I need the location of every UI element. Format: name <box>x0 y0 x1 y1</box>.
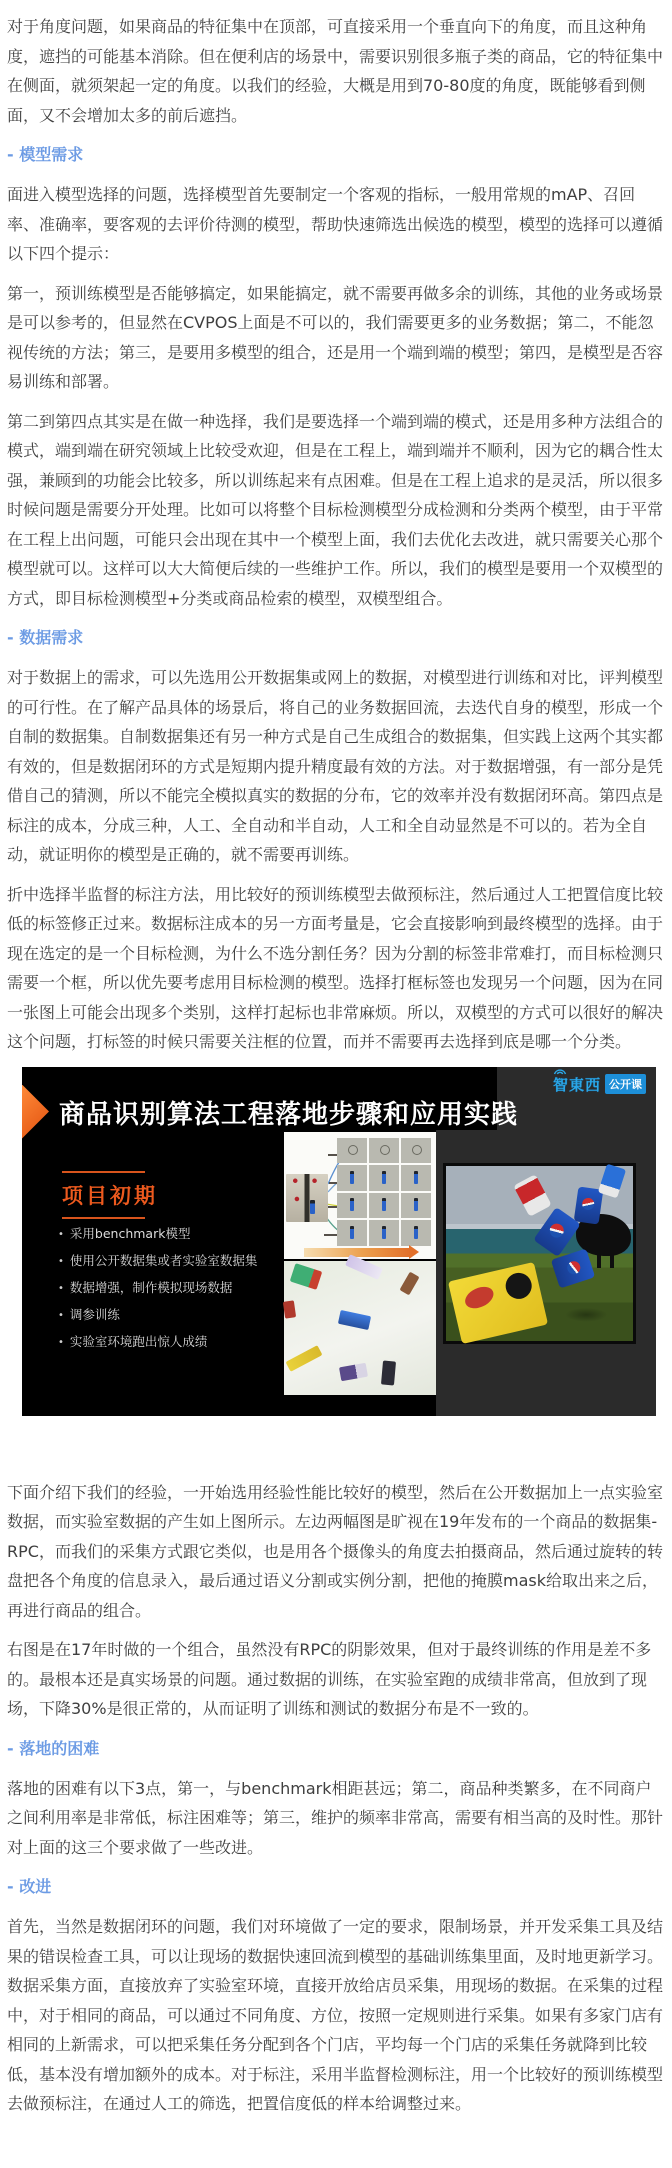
bullet-item: • 数据增强，制作模拟现场数据 <box>58 1281 257 1297</box>
blue-can <box>598 1163 626 1198</box>
article-paragraph: 对于角度问题，如果商品的特征集中在顶部，可直接采用一个垂直向下的角度，而且这种角度，遮挡的可能基本消除。但在便利店的场景中，需要识别很多瓶子类的商品，它的特征集中在侧面，就须架起一定的角度。以我们的经验，大概是用到70-80度的角度，既能够看到侧面，又不会增加太多的前后遮挡。 <box>7 17 664 125</box>
product-box <box>286 1345 323 1372</box>
wifi-icon <box>553 1067 567 1075</box>
slide-title: 商品识别算法工程落地步骤和应用实践 <box>59 1099 519 1130</box>
project-phase-block <box>62 1171 158 1219</box>
bullet-list <box>58 1227 257 1362</box>
product-box <box>399 1271 419 1295</box>
product-box <box>381 1360 396 1385</box>
title-arrow-icon <box>22 1085 49 1139</box>
zhidx-logo <box>553 1074 646 1095</box>
article-paragraph: 首先，当然是数据闭环的问题，我们对环境做了一定的要求，限制场景，并开发采集工具及结果的错误检查工具，可以让现场的数据快速回流到模型的基础训练集里面，及时地更新学习。数据采集方面，直接放弃了实验室环境，直接开放给店员采集，用现场的数据。在采集的过程中，对于相同的商品，可以通过不同角度、方位，按照一定规则进行采集。如果有多家门店有相同的上新需求，可以把采集任务分配到各个门店，平均每一个门店的采集任务就降到比较低，基本没有增加额外的成本。对于标注，采用半监督检测标注，用一个比较好的预训练模型去做预标注，在通过人工的筛选，把置信度低的样本给调整过来。 <box>7 1917 664 2113</box>
grid-cell-side-view <box>401 1193 431 1219</box>
grid-cell-side-view <box>337 1220 367 1246</box>
rpc-dataset-diagram <box>284 1132 436 1259</box>
divider-line <box>62 1217 145 1219</box>
section-heading-improvements: - 改进 <box>7 1877 52 1896</box>
logo-brand-text: 智東西 <box>553 1074 601 1095</box>
red-can <box>513 1174 552 1217</box>
article-paragraph: 对于数据上的需求，可以先选用公开数据集或网上的数据，对模型进行训练和对比，评判模型的可行性。在了解产品具体的场景后，将自己的业务数据回流，去迭代自身的模型，形成一个自制的数据集。自制数据集还有另一种方式是自己生成组合的数据集，但实践上这两个其实都有效的，但是数据闭环的方式是短期内提升精度最有效的方法。对于数据增强，有一部分是凭借自己的猜测，所以不能完全模拟真实的数据的分布，它的效率并没有数据闭环高。第四点是标注的成本，分成三种，人工、全自动和半自动，人工和全自动显然是不可以的。若为全自动，就证明你的模型是正确的，就不需要再训练。 <box>7 668 664 864</box>
grid-cell-side-view <box>401 1165 431 1191</box>
product-box <box>290 1263 323 1290</box>
section-heading-model-requirements: - 模型需求 <box>7 145 84 164</box>
bullet-item: • 实验室环境跑出惊人成绩 <box>58 1335 257 1351</box>
product-box <box>339 1362 368 1380</box>
section-heading-landing-difficulties: - 落地的困难 <box>7 1738 100 1758</box>
bullet-item: • 采用benchmark模型 <box>58 1227 257 1243</box>
product-box <box>283 1300 296 1318</box>
article-paragraph: 面进入模型选择的问题，选择模型首先要制定一个客观的指标，一般用常规的mAP、召回率、准确率，要客观的去评价待测的模型，帮助快速筛选出候选的模型，模型的选择可以遵循以下四个提示： <box>7 185 664 263</box>
grid-cell-top-view <box>337 1138 367 1164</box>
article-paragraph: 第一，预训练模型是否能够搞定，如果能搞定，就不需要再做多余的训练，其他的业务或场景是可以参考的，但显然在CVPOS上面是不可以的，我们需要更多的业务数据；第二，不能忽视传统的方法；第三，是要用多模型的组合，还是用一个端到端的模型；第四，是模型是否容易训练和部署。 <box>7 283 664 391</box>
product-box <box>338 1309 371 1329</box>
scattered-products-photo <box>284 1261 436 1395</box>
rotation-arrow <box>304 1248 410 1257</box>
article-paragraph: 落地的困难有以下3点，第一，与benchmark相距甚远；第二，商品种类繁多，在不同商户之间利用率是非常低，标注困难等；第三，维护的频率非常高，需要有相当高的及时性。那针对上面的这三个要求做了一些改进。 <box>7 1778 664 1857</box>
grid-cell-side-view <box>401 1220 431 1246</box>
bullet-item: • 调参训练 <box>58 1308 257 1324</box>
lecture-slide-image <box>22 1067 656 1416</box>
grid-cell-top-view <box>401 1138 431 1164</box>
article-paragraph: 第二到第四点其实是在做一种选择，我们是要选择一个端到端的模式，还是用多种方法组合的模式，端到端在研究领域上比较受欢迎，但是在工程上，端到端并不顺利，因为它的耦合性太强，兼顾到的功能会比较多，所以训练起来有点困难。但是在工程上追求的是灵活，所以很多时候问题是需要分开处理。比如可以将整个目标检测模型分成检测和分类两个模型，由于平常在工程上出问题，可能只会出现在其中一个模型上面，我们去优化去改进，就只需要关心那个模型就可以。这样可以大大简便后续的一些维护工作。所以，我们的模型是要用一个双模型的方式，即目标检测模型+分类或商品检索的模型，双模型组合。 <box>7 411 664 608</box>
grid-cell-side-view <box>369 1220 399 1246</box>
pepsi-logo <box>566 1259 582 1275</box>
yellow-package <box>448 1261 548 1343</box>
package-black-sticker <box>503 1270 534 1301</box>
camera-rig-photo <box>286 1174 328 1222</box>
grid-cell-side-view <box>337 1165 367 1191</box>
article-paragraph: 右图是在17年时做的一个组合，虽然没有RPC的阴影效果，但对于最终训练的作用是差不多的。最根本还是真实场景的问题。通过数据的训练，在实验室跑的成绩非常高，但放到了现场，下降30%是很正常的，从而证明了训练和测试的数据分布是不一致的。 <box>7 1640 652 1718</box>
article-paragraph: 下面介绍下我们的经验，一开始选用经验性能比较好的模型，然后在公开数据加上一点实验室数据，而实验室数据的产生如上图所示。左边两幅图是旷视在19年发布的一个商品的数据集-RPC，而我们的采集方式跟它类似，也是用各个摄像头的角度去拍摄商品，然后通过旋转的转盘把各个角度的信息录入，最后通过语义分割或实例分割，把他的掩膜mask给取出来之后，再进行商品的组合。 <box>7 1482 664 1620</box>
grid-cell-side-view <box>369 1193 399 1219</box>
article-paragraph: 折中选择半监督的标注方法，用比较好的预训练模型去做预标注，然后通过人工把置信度比较低的标签修正过来。数据标注成本的另一方面考量是，它会直接影响到最终模型的选择。由于现在选定的是一个目标检测，为什么不选分割任务？因为分割的标签非常难打，而目标检测只需要一个框，所以优先要考虑用目标检测的模型。选择打框标签也发现另一个问题，因为在同一张图上可能会出现多个类别，这样打起标也非常麻烦。所以，双模型的方式可以很好的解决这个问题，打标签的时候只需要关注框的位置，而并不需要再去选择到底是哪一个分类。 <box>7 884 664 1051</box>
grid-cell-side-view <box>369 1165 399 1191</box>
composite-scene-photo <box>443 1163 636 1344</box>
logo-badge: 公开课 <box>605 1074 646 1094</box>
sample-bottle <box>310 1200 315 1214</box>
section-heading-data-requirements: - 数据需求 <box>7 628 84 647</box>
pepsi-logo <box>581 1197 595 1211</box>
package-red-graphic <box>462 1282 497 1312</box>
pepsi-logo <box>547 1220 566 1239</box>
divider-line <box>62 1171 145 1173</box>
bullet-item: • 使用公开数据集或者实验室数据集 <box>58 1254 257 1270</box>
grid-cell-top-view <box>369 1138 399 1164</box>
grid-cell-side-view <box>337 1193 367 1219</box>
project-phase-title: 项目初期 <box>62 1183 158 1208</box>
product-view-grid <box>337 1138 431 1246</box>
